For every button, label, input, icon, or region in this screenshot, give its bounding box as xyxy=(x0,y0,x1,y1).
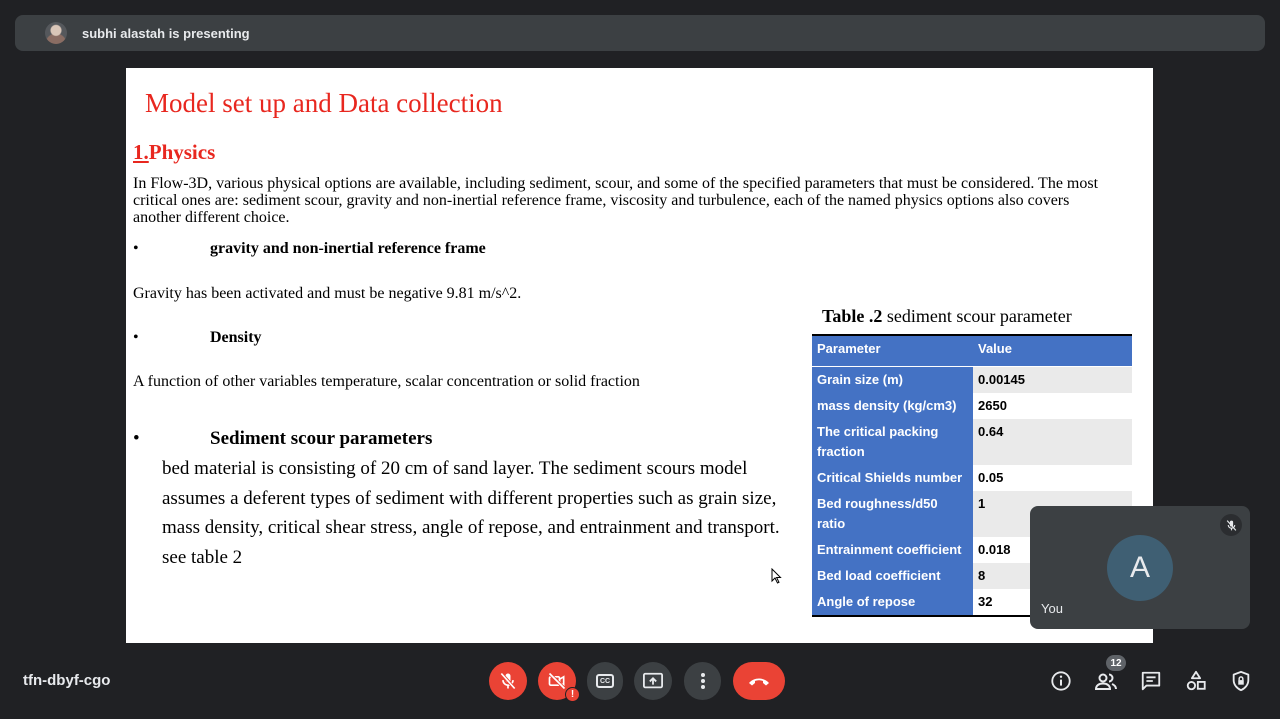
header-parameter: Parameter xyxy=(812,335,973,366)
density-text: A function of other variables temperature, scalar concentration or solid fraction xyxy=(133,373,640,390)
info-icon xyxy=(1050,670,1072,692)
more-vert-icon xyxy=(700,672,706,690)
mic-off-icon xyxy=(498,671,518,691)
participant-count-badge: 12 xyxy=(1106,655,1126,671)
table-value-cell: 32 xyxy=(973,589,1132,616)
host-controls-button[interactable] xyxy=(1229,669,1253,693)
gravity-text: Gravity has been activated and must be negative 9.81 m/s^2. xyxy=(133,285,522,302)
presenter-banner xyxy=(15,15,1265,51)
chat-button[interactable] xyxy=(1139,669,1163,693)
table-param-cell: Bed load coefficient xyxy=(812,563,973,589)
table-value-cell: 0.00145 xyxy=(973,366,1132,393)
presenter-avatar xyxy=(45,22,67,44)
meeting-code: tfn-dbyf-cgo xyxy=(23,672,111,689)
bullet-gravity-label: gravity and non-inertial reference frame xyxy=(210,240,486,257)
presenter-label: subhi alastah is presenting xyxy=(82,25,250,41)
captions-icon: CC xyxy=(596,674,614,688)
camera-alert-badge: ! xyxy=(565,687,580,702)
hang-up-icon xyxy=(747,675,771,687)
leave-call-button[interactable] xyxy=(733,662,785,700)
table-caption-text: sediment scour parameter xyxy=(882,306,1072,326)
self-view-tile[interactable] xyxy=(1030,506,1250,629)
bullet-sediment-label: Sediment scour parameters xyxy=(210,428,433,449)
table-value-cell: 1 xyxy=(973,491,1132,537)
present-screen-button[interactable] xyxy=(634,662,672,700)
table-value-cell: 0.05 xyxy=(973,465,1132,491)
self-name-label: You xyxy=(1041,601,1063,616)
microphone-toggle-button[interactable] xyxy=(489,662,527,700)
table-value-cell: 2650 xyxy=(973,393,1132,419)
table-param-cell: Critical Shields number xyxy=(812,465,973,491)
meeting-details-button[interactable] xyxy=(1049,669,1073,693)
table-row xyxy=(812,465,1132,491)
table-param-cell: Bed roughness/d50 ratio xyxy=(812,491,973,537)
bullet-density-label: Density xyxy=(210,329,262,346)
muted-mic-icon xyxy=(1220,514,1242,536)
shared-slide xyxy=(126,68,1153,643)
section-number: 1. xyxy=(133,140,149,164)
table-param-cell: The critical packing fraction xyxy=(812,419,973,465)
table-header-row xyxy=(812,335,1132,366)
people-button[interactable] xyxy=(1094,669,1118,693)
chat-icon xyxy=(1140,670,1162,692)
self-avatar: A xyxy=(1107,535,1173,601)
table-param-cell: Entrainment coefficient xyxy=(812,537,973,563)
people-icon xyxy=(1094,670,1118,692)
sediment-paragraph: bed material is consisting of 20 cm of sand layer. The sediment scours model assumes a deferent types of sediment with different properties such as grain size, mass density, critical shear stress, angle of repose, and entrainment and transport. see table 2 xyxy=(162,458,780,568)
table-param-cell: mass density (kg/cm3) xyxy=(812,393,973,419)
table-value-cell: 0.64 xyxy=(973,419,1132,465)
shield-lock-icon xyxy=(1230,670,1252,692)
camera-toggle-button[interactable] xyxy=(538,662,576,700)
present-screen-icon xyxy=(642,671,664,691)
header-value: Value xyxy=(973,335,1132,366)
camera-off-icon xyxy=(547,671,567,691)
more-options-button[interactable] xyxy=(684,662,721,700)
bullet-dot: • xyxy=(133,240,139,257)
table-param-cell: Grain size (m) xyxy=(812,366,973,393)
table-row xyxy=(812,366,1132,393)
slide-title: Model set up and Data collection xyxy=(145,88,503,118)
section-heading xyxy=(133,140,215,165)
captions-button[interactable] xyxy=(587,662,623,700)
intro-paragraph: In Flow-3D, various physical options are available, including sediment, scour, and some of the specified parameters that must be considered. The most critical ones are: sediment scour, gravity and non-inertial reference frame, viscosity and turbulence, each of the named physics options also covers another different choice. xyxy=(133,175,1099,226)
table-row xyxy=(812,393,1132,419)
section-name: Physics xyxy=(148,140,216,164)
bullet-dot: • xyxy=(133,428,140,449)
table-caption xyxy=(822,306,1072,327)
activities-icon xyxy=(1185,670,1207,692)
table-value-cell: 8 xyxy=(973,563,1132,589)
mouse-cursor-icon xyxy=(771,568,783,584)
bullet-dot: • xyxy=(133,329,139,346)
table-caption-number: Table .2 xyxy=(822,306,883,326)
table-row xyxy=(812,419,1132,465)
table-value-cell: 0.018 xyxy=(973,537,1132,563)
activities-button[interactable] xyxy=(1184,669,1208,693)
table-param-cell: Angle of repose xyxy=(812,589,973,616)
